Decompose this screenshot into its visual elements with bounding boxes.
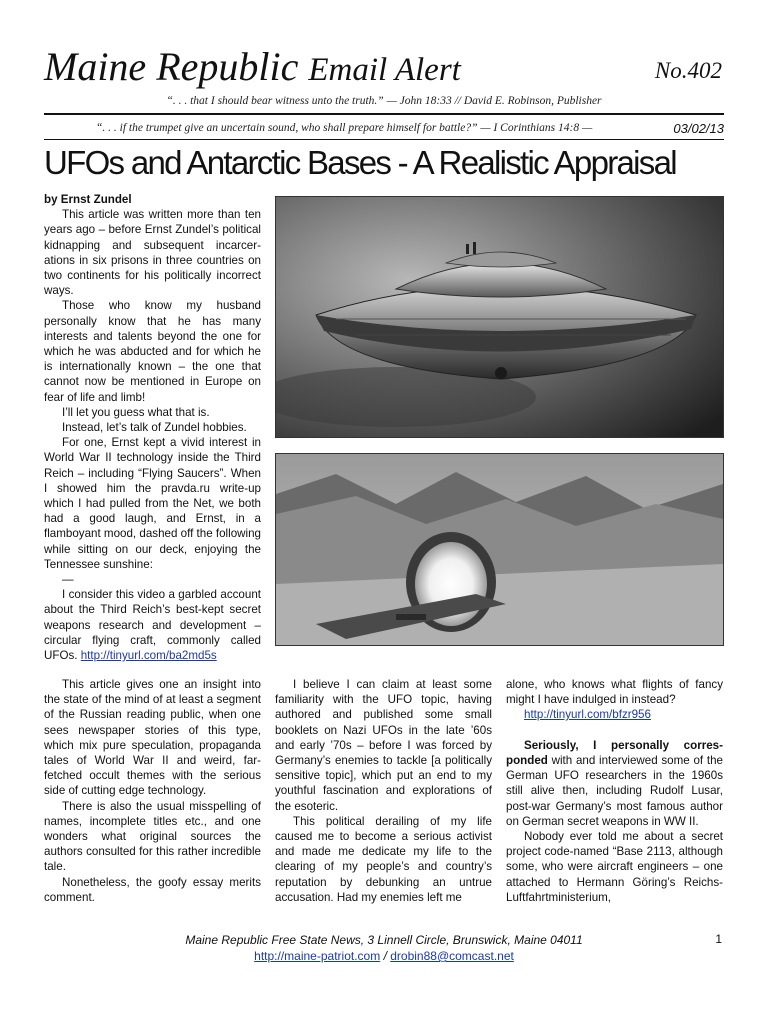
footer (0, 932, 768, 964)
paragraph: For one, Ernst kept a vivid interest in World War II technology inside the Third Reich – including “Flying Saucers”. When I showed him the pravda.ru write-up which I had pulled from the Net, we both had a good laugh, and Ernst, in a flamboyant mood, dashed off the following while sitting on our deck, enjoying the Tennessee sunshine: (44, 436, 261, 571)
paragraph: Instead, let’s talk of Zundel hobbies. (62, 421, 247, 435)
paragraph: Those who know my husband personally know that he has many interests and talents beyond the one for which he was abducted and for which he is internationally known – the one that cannot now be mentioned in Europe on fear of life and limb! (44, 299, 261, 404)
paragraph: I believe I can claim at least some familiarity with the UFO topic, having authored and published some small booklets on Nazi UFOs in the late ’60s and early ’70s – before I was forced by Germany’s enemies to tackle [a politically sensitive topic], which put an end to my youthful fascination and explorations of the esoteric. (275, 678, 492, 813)
paragraph (44, 587, 261, 663)
paragraph: There is also the usual misspelling of names, incomplete titles etc., and one wonders what original sources the authors consulted for this rather incredible tale. (44, 799, 261, 874)
paragraph-spacer (506, 723, 723, 738)
article-byline: by Ernst Zundel (44, 193, 132, 206)
footer-links (0, 948, 768, 964)
article-column-3 (506, 677, 723, 905)
antarctic-base-illustration (276, 454, 723, 645)
paragraph (506, 738, 723, 829)
flying-saucer-image (275, 196, 724, 438)
footer-separator: / (383, 949, 387, 963)
paragraph: alone, who knows what flights of fancy might I have indulged in instead? (506, 678, 723, 707)
article-column-1 (44, 192, 261, 663)
paragraph: Nobody ever told me about a secret project code-named “Base 2113, although some, who were aircraft engineers – one attached to Hermann Göring’s Reichs-Luftfahrtministerium, (506, 830, 723, 904)
paragraph (506, 707, 723, 722)
masthead-divider (44, 113, 724, 115)
paragraph: Nonetheless, the goofy essay merits comment. (44, 875, 261, 904)
masthead-title-main: Maine Republic (44, 44, 299, 89)
paragraph: — (62, 573, 74, 587)
tinyurl-link-1[interactable]: http://tinyurl.com/ba2md5s (80, 649, 217, 663)
masthead-quote-john: “. . . that I should bear witness unto the truth.” — John 18:33 // David E. Robinson, Publisher (166, 95, 602, 107)
bold-lead: Seriously, I personally corresponded (506, 738, 723, 768)
article-headline: UFOs and Antarctic Bases - A Realistic Appraisal (44, 144, 676, 181)
flying-saucer-illustration (276, 197, 723, 437)
article-column-2 (275, 677, 492, 905)
footer-address: Maine Republic Free State News, 3 Linnell Circle, Brunswick, Maine 04011 (185, 933, 583, 947)
article-column-1-continued (44, 677, 261, 905)
page-number: 1 (715, 932, 722, 946)
masthead-title-sub: Email Alert (308, 52, 461, 88)
tinyurl-link-2[interactable]: http://tinyurl.com/bfzr956 (524, 708, 651, 722)
paragraph-text: I consider this video a garbled account about the Third Reich’s best-kept secret weapons research and development – circular flying craft, commonly called UFOs. (44, 588, 261, 663)
masthead-quote-corinthians: “. . . if the trumpet give an uncertain sound, who shall prepare himself for battle?” — I Corinthians 14:8 — (96, 122, 593, 134)
paragraph-text: with and interviewed some of the German UFO researchers in the 1960s still alive then, including Rudolf Lusar, post-war Germany’s most famous author on German secret weapons in WW II. (506, 754, 723, 828)
issue-number: No.402 (654, 58, 722, 83)
paragraph: This article was written more than ten years ago – before Ernst Zundel’s political kidnapping and subsequent incarcerations in six prisons in three countries on two continents for his politically incorrect ways. (44, 208, 261, 298)
masthead-title (44, 44, 461, 93)
website-link[interactable]: http://maine-patriot.com (254, 949, 381, 963)
email-link[interactable]: drobin88@comcast.net (390, 949, 514, 963)
paragraph: This article gives one an insight into the state of the mind of at least a segment of the Russian reading public, when one sees newspaper stories of this type, which mix pure speculation, propaganda tales of World War II and weird, far-fetched occult themes with the serious side of cutting edge technology. (44, 678, 261, 798)
paragraph: This political derailing of my life caused me to become a serious activist and made me dedicate my life to the clearing of my people’s and country’s reputation by debunking an untrue accusation. Had my enemies left me (275, 814, 492, 904)
issue-date: 03/02/13 (673, 121, 724, 136)
paragraph: I’ll let you guess what that is. (62, 405, 210, 419)
antarctic-base-image (275, 453, 724, 646)
